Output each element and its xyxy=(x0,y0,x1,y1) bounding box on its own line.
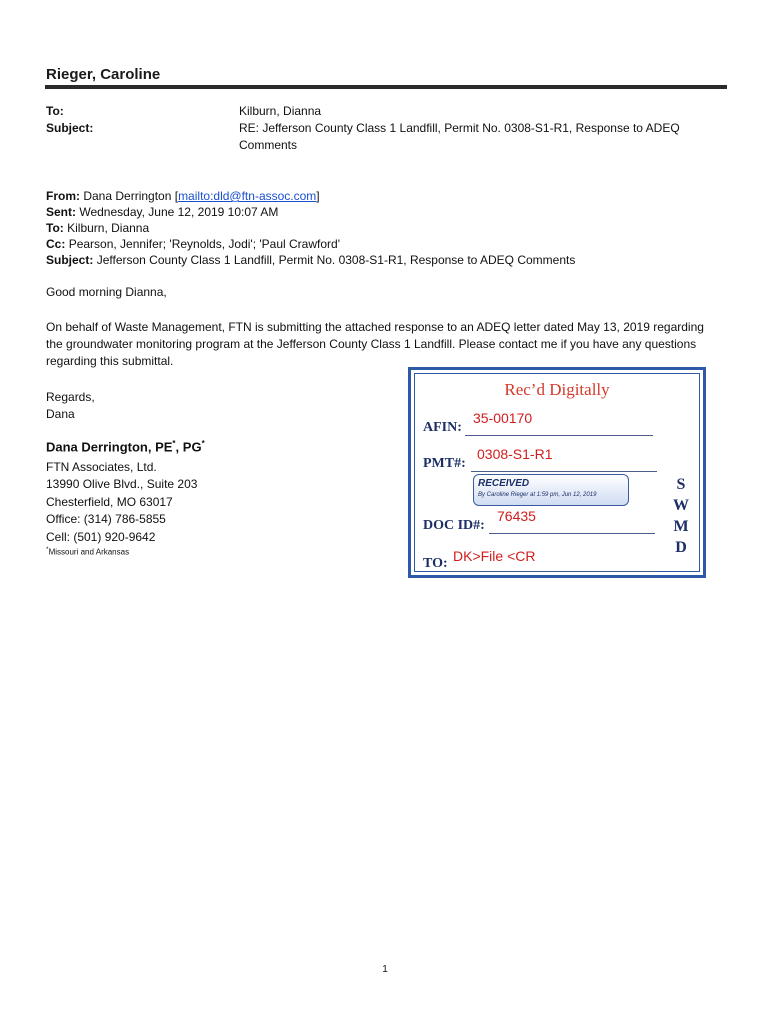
fwd-subject-label: Subject: xyxy=(46,253,94,267)
swmd-letter-d: D xyxy=(675,539,687,556)
received-stamp xyxy=(408,367,706,578)
from-label: From: xyxy=(46,189,80,203)
docid-label: DOC ID#: xyxy=(423,518,485,533)
signature-name-text: Dana Derrington, PE xyxy=(46,439,173,455)
sent-line xyxy=(46,204,278,220)
signature-name xyxy=(46,439,205,454)
signature-pg: , PG xyxy=(175,439,202,455)
fwd-to-label: To: xyxy=(46,221,64,235)
received-title: RECEIVED xyxy=(478,478,530,489)
sent-label: Sent: xyxy=(46,205,76,219)
subject-value: RE: Jefferson County Class 1 Landfill, Permit No. 0308-S1-R1, Response to ADEQ Comments xyxy=(239,121,680,152)
swmd-letter-w: W xyxy=(673,497,689,514)
signature-footnote xyxy=(46,546,129,557)
from-email-link[interactable]: mailto:dld@ftn-assoc.com xyxy=(178,189,317,203)
to-stamp-label: TO: xyxy=(423,556,448,571)
docid-value: 76435 xyxy=(497,508,536,524)
swmd-letter-m: M xyxy=(673,518,689,535)
to-stamp-underline xyxy=(449,571,655,572)
cc-line xyxy=(46,236,340,252)
afin-underline xyxy=(465,435,653,436)
from-line xyxy=(46,188,320,204)
received-badge xyxy=(473,474,629,506)
signature-address-2: Chesterfield, MO 63017 xyxy=(46,495,173,509)
cc-label: Cc: xyxy=(46,237,66,251)
fwd-subject-value: Jefferson County Class 1 Landfill, Permit No. 0308-S1-R1, Response to ADEQ Comments xyxy=(96,253,576,267)
fwd-to-line xyxy=(46,220,149,236)
subject-label: Subject: xyxy=(46,121,94,135)
received-subtitle: By Caroline Rieger at 1:59 pm, Jun 12, 2019 xyxy=(478,492,597,498)
header-divider xyxy=(45,85,727,89)
fwd-subject-line xyxy=(46,252,575,268)
from-name: Dana Derrington [ xyxy=(83,189,179,203)
cc-value: Pearson, Jennifer; 'Reynolds, Jodi'; 'Paul Crawford' xyxy=(68,237,340,251)
fwd-to-value: Kilburn, Dianna xyxy=(67,221,150,235)
signature-company: FTN Associates, Ltd. xyxy=(46,460,157,474)
closing: Regards, xyxy=(46,390,95,404)
footnote-text: Missouri and Arkansas xyxy=(48,547,130,557)
pmt-label: PMT#: xyxy=(423,456,466,471)
to-stamp-value: DK>File <CR xyxy=(453,548,536,564)
stamp-title: Rec’d Digitally xyxy=(504,380,610,399)
pmt-underline xyxy=(471,471,657,472)
signature-address-1: 13990 Olive Blvd., Suite 203 xyxy=(46,477,198,491)
signature-sup-1: * xyxy=(172,439,176,448)
afin-label: AFIN: xyxy=(423,420,462,435)
body-paragraph: On behalf of Waste Management, FTN is submitting the attached response to an ADEQ letter dated May 13, 2019 regarding the groundwater monitoring program at the Jefferson County Class 1 Landfill. Please contact me if you have any questions regarding this submittal. xyxy=(46,320,704,368)
to-value: Kilburn, Dianna xyxy=(239,104,322,118)
footnote-mark: * xyxy=(46,546,49,553)
greeting: Good morning Dianna, xyxy=(46,285,167,299)
pmt-value: 0308-S1-R1 xyxy=(477,446,553,462)
afin-value: 35-00170 xyxy=(473,410,533,426)
to-label: To: xyxy=(46,104,64,118)
signature-office: Office: (314) 786-5855 xyxy=(46,512,166,526)
closing-name: Dana xyxy=(46,407,75,421)
signature-cell: Cell: (501) 920-9642 xyxy=(46,530,156,544)
signature-sup-2: * xyxy=(201,439,205,448)
from-bracket: ] xyxy=(316,189,320,203)
sent-value: Wednesday, June 12, 2019 10:07 AM xyxy=(79,205,279,219)
page-number: 1 xyxy=(382,964,388,975)
stamp-inner-border xyxy=(414,373,700,572)
swmd-letter-s: S xyxy=(676,476,686,493)
swmd-vertical-label xyxy=(671,474,691,558)
docid-underline xyxy=(489,533,655,534)
sender-name: Rieger, Caroline xyxy=(46,66,161,83)
